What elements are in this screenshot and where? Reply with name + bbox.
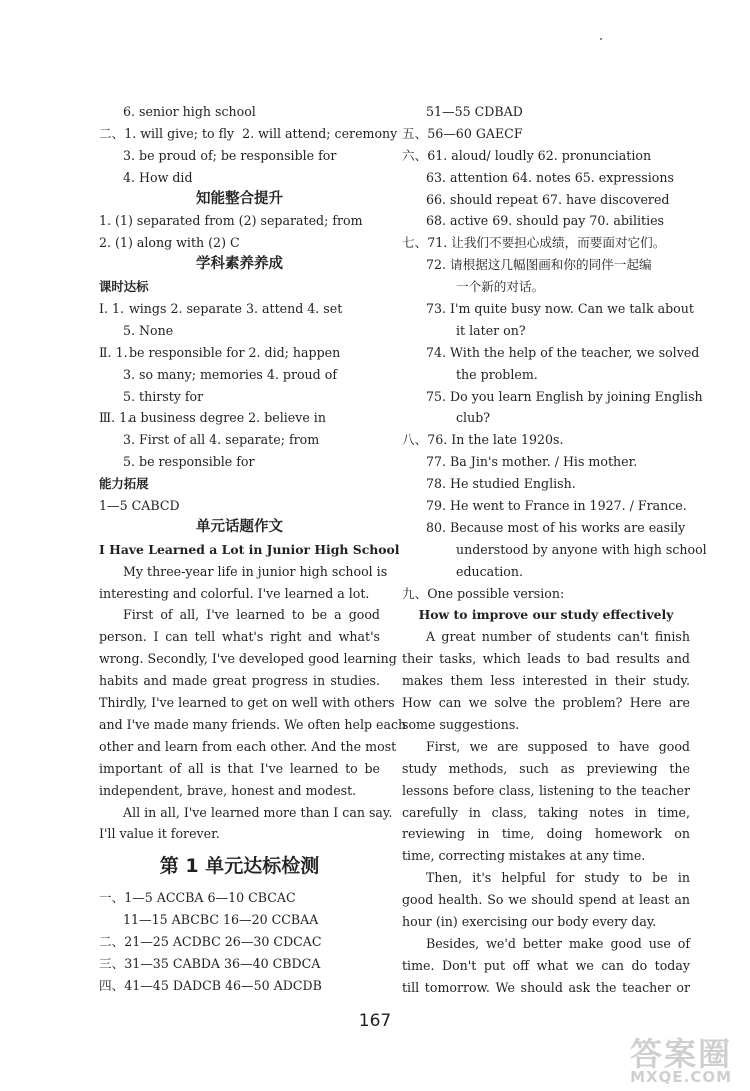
answer-line: club?: [456, 410, 491, 426]
essay-line: study methods, such as previewing the: [402, 760, 690, 776]
answer-line: 5. None: [123, 322, 174, 338]
answer-line: the problem.: [456, 366, 538, 382]
answer-line: Ⅱ. 1. be responsible for 2. did; happen: [99, 344, 341, 360]
answer-line: 四、41—45 DADCB 46—50 ADCDB: [99, 977, 322, 993]
answer-line: 75. Do you learn English by joining English: [426, 388, 703, 404]
right-column: [402, 101, 707, 999]
watermark-logo: 答案圈 MXQE.COM: [629, 1035, 732, 1086]
essay-line: Thirdly, I've learned to get on well with others: [99, 695, 395, 711]
essay-title: How to improve our study effectively: [418, 607, 674, 623]
answer-line: 六、61. aloud/ loudly 62. pronunciation: [402, 147, 652, 163]
essay-line: hour (in) exercising our body every day.: [402, 913, 657, 929]
answer-line: 80. Because most of his works are easily: [426, 519, 686, 535]
answer-line: 一个新的对话。: [456, 279, 545, 295]
answer-line: Ⅰ. 1. wings 2. separate 3. attend 4. set: [99, 301, 343, 317]
essay-line: habits and made great progress in studies.: [99, 673, 380, 689]
essay-line: makes them less interested in their study.: [402, 673, 690, 689]
essay-line: till tomorrow. We should ask the teacher or: [402, 979, 690, 995]
answer-line: Ⅲ. 1. a business degree 2. believe in: [99, 410, 326, 426]
answer-line: 74. With the help of the teacher, we solved: [426, 344, 700, 360]
answer-line: understood by anyone with high school: [456, 541, 707, 557]
answer-line: 3. so many; memories 4. proud of: [123, 366, 337, 382]
answer-line: 一、1—5 ACCBA 6—10 CBCAC: [99, 890, 296, 906]
section-heading: 单元话题作文: [196, 518, 283, 535]
answer-line: 3. be proud of; be responsible for: [123, 147, 337, 163]
answer-line: 2. (1) along with (2) C: [99, 235, 240, 251]
page-number: 167: [358, 1011, 392, 1031]
answer-line: 九、One possible version:: [402, 585, 565, 601]
essay-line: How can we solve the problem? Here are: [402, 695, 690, 711]
essay-title: I Have Learned a Lot in Junior High School: [99, 541, 400, 557]
answer-line: 66. should repeat 67. have discovered: [426, 191, 670, 207]
essay-line: carefully in class, taking notes in time,: [402, 804, 690, 820]
essay-line: important of all is that I've learned to be: [99, 760, 380, 776]
answer-line: 11—15 ABCBC 16—20 CCBAA: [123, 912, 319, 928]
answer-line: 七、71. 让我们不要担心成绩，而要面对它们。: [402, 235, 666, 251]
answer-line: 1. (1) separated from (2) separated; from: [99, 213, 363, 229]
essay-line: interesting and colorful. I've learned a lot.: [99, 585, 370, 601]
answer-line: 73. I'm quite busy now. Can we talk about: [426, 301, 694, 317]
answer-line: 51—55 CDBAD: [426, 104, 523, 119]
essay-line: good health. So we should spend at least an: [402, 892, 690, 908]
answer-line: 6. senior high school: [123, 104, 256, 119]
essay-line: independent, brave, honest and modest.: [99, 782, 357, 798]
answer-line: 5. thirsty for: [123, 388, 204, 404]
answer-line: 二、21—25 ACDBC 26—30 CDCAC: [99, 934, 322, 950]
answer-line: 4. How did: [123, 169, 193, 185]
essay-line: their tasks, which leads to bad results and: [402, 651, 690, 667]
essay-line: reviewing in time, doing homework on: [402, 826, 690, 842]
essay-line: All in all, I've learned more than I can say.: [123, 804, 393, 820]
essay-line: and I've made many friends. We often help each: [99, 716, 407, 732]
essay-line: I'll value it forever.: [99, 826, 220, 842]
unit-test-title: 第 1 单元达标检测: [159, 855, 320, 878]
essay-line: First, we are supposed to have good: [426, 738, 690, 754]
essay-line: First of all, I've learned to be a good: [123, 607, 380, 623]
answer-line: 八、76. In the late 1920s.: [402, 432, 564, 448]
answer-line: 63. attention 64. notes 65. expressions: [426, 169, 674, 185]
answer-line: 五、56—60 GAECF: [402, 125, 523, 141]
answer-line: 三、31—35 CABDA 36—40 CBDCA: [99, 955, 321, 971]
essay-line: other and learn from each other. And the most: [99, 738, 397, 754]
essay-line: My three-year life in junior high school is: [123, 563, 388, 579]
answer-line: it later on?: [456, 322, 526, 338]
essay-line: time, correcting mistakes at any time.: [402, 848, 646, 864]
essay-line: person. I can tell what's right and what's: [99, 629, 380, 645]
answer-line: 5. be responsible for: [123, 454, 255, 470]
answer-line: 77. Ba Jin's mother. / His mother.: [426, 454, 638, 470]
essay-line: Besides, we'd better make good use of: [426, 935, 690, 951]
answer-line: 68. active 69. should pay 70. abilities: [426, 213, 665, 229]
essay-line: Then, it's helpful for study to be in: [426, 870, 690, 886]
essay-line: A great number of students can't finish: [426, 629, 690, 645]
answer-line: 78. He studied English.: [426, 476, 576, 492]
answer-line: 1—5 CABCD: [99, 498, 180, 514]
answer-line: 3. First of all 4. separate; from: [123, 432, 320, 448]
section-heading: 学科素养养成: [196, 256, 283, 273]
answer-line: 二、1. will give; to fly 2. will attend; ceremony: [99, 125, 398, 141]
section-heading: 知能整合提升: [196, 190, 283, 207]
essay-line: some suggestions.: [402, 716, 520, 732]
answer-line: 79. He went to France in 1927. / France.: [426, 498, 687, 514]
left-column: [99, 101, 407, 997]
essay-line: wrong. Secondly, I've developed good learning: [99, 651, 397, 667]
scan-speck: [600, 38, 602, 40]
essay-line: time. Don't put off what we can do today: [402, 957, 690, 973]
answer-line: 72. 请根据这几幅图画和你的同伴一起编: [426, 257, 652, 273]
sub-heading: 课时达标: [99, 279, 149, 295]
answer-line: education.: [456, 563, 523, 579]
sub-heading: 能力拓展: [99, 476, 149, 492]
essay-line: lessons before class, listening to the teacher: [402, 782, 690, 798]
